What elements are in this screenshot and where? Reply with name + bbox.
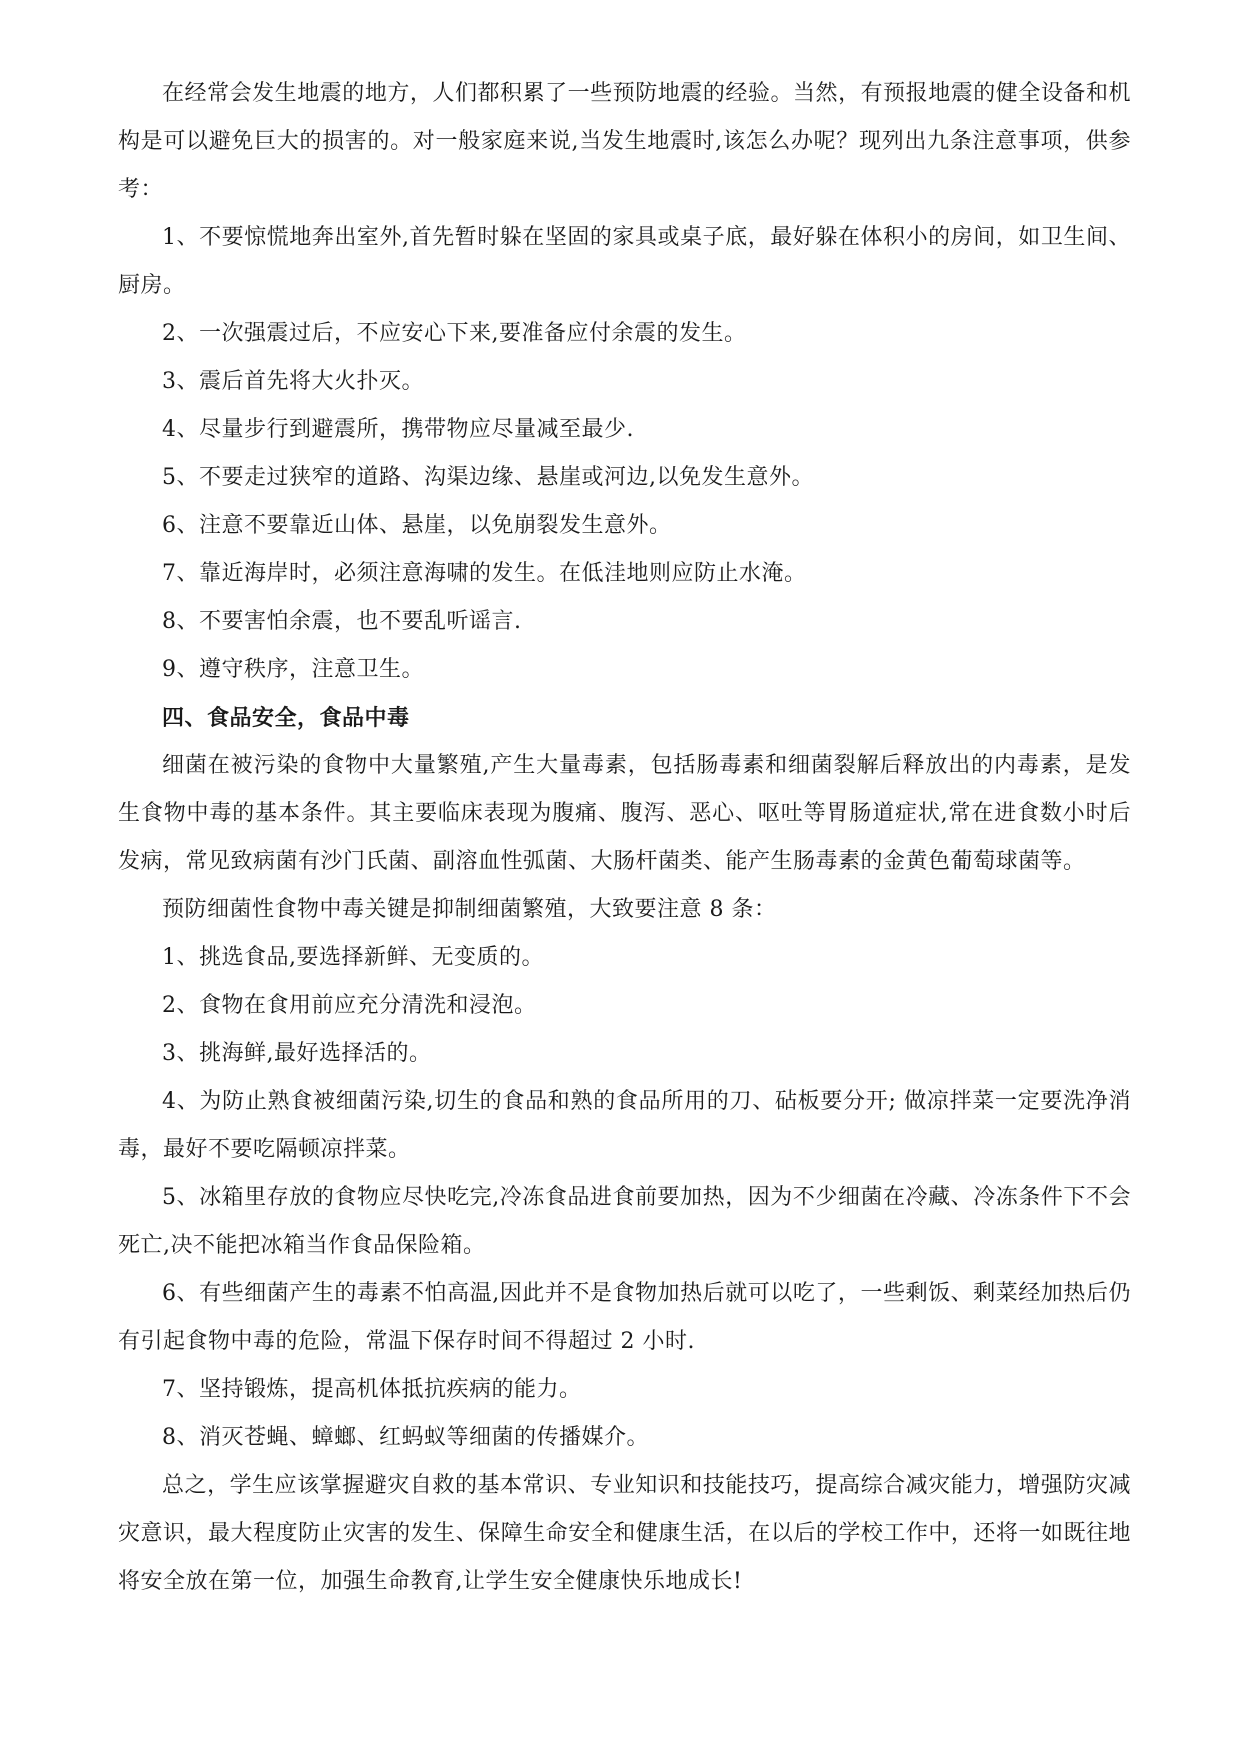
earthquake-item: 8、不要害怕余震，也不要乱听谣言. (162, 609, 522, 634)
conclusion-paragraph: 总之，学生应该掌握避灾自救的基本常识、专业知识和技能技巧，提高综合减灾能力，增强防灾减灾意识，最大程度防止灾害的发生、保障生命安全和健康生活，在以后的学校工作中，还将一如既往地将安全放在第一位，加强生命教育,让学生安全健康快乐地成长! (118, 1473, 1131, 1594)
section-heading: 四、食品安全，食品中毒 (162, 705, 410, 731)
food-item: 6、有些细菌产生的毒素不怕高温,因此并不是食物加热后就可以吃了，一些剩饭、剩菜经加热后仍有引起食物中毒的危险，常温下保存时间不得超过 2 小时. (118, 1281, 1131, 1354)
food-item: 1、挑选食品,要选择新鲜、无变质的。 (162, 945, 544, 970)
earthquake-item: 4、尽量步行到避震所，携带物应尽量减至最少. (162, 417, 634, 442)
food-item: 5、冰箱里存放的食物应尽快吃完,冷冻食品进食前要加热，因为不少细菌在冷藏、冷冻条件下不会死亡,决不能把冰箱当作食品保险箱。 (118, 1185, 1131, 1258)
earthquake-item: 7、靠近海岸时，必须注意海啸的发生。在低洼地则应防止水淹。 (162, 561, 807, 586)
earthquake-item: 3、震后首先将大火扑灭。 (162, 369, 424, 394)
earthquake-item: 6、注意不要靠近山体、悬崖，以免崩裂发生意外。 (162, 513, 672, 538)
earthquake-item: 5、不要走过狭窄的道路、沟渠边缘、悬崖或河边,以免发生意外。 (162, 465, 814, 490)
intro-paragraph: 在经常会发生地震的地方，人们都积累了一些预防地震的经验。当然，有预报地震的健全设备和机构是可以避免巨大的损害的。对一般家庭来说,当发生地震时,该怎么办呢？现列出九条注意事项，供参考： (118, 81, 1131, 202)
earthquake-item: 1、不要惊慌地奔出室外,首先暂时躲在坚固的家具或桌子底，最好躲在体积小的房间，如卫生间、厨房。 (118, 225, 1131, 298)
food-item: 7、坚持锻炼，提高机体抵抗疾病的能力。 (162, 1377, 582, 1402)
earthquake-item: 9、遵守秩序，注意卫生。 (162, 657, 424, 682)
food-intro-paragraph: 细菌在被污染的食物中大量繁殖,产生大量毒素，包括肠毒素和细菌裂解后释放出的内毒素，是发生食物中毒的基本条件。其主要临床表现为腹痛、腹泻、恶心、呕吐等胃肠道症状,常在进食数小时后发病，常见致病菌有沙门氏菌、副溶血性弧菌、大肠杆菌类、能产生肠毒素的金黄色葡萄球菌等。 (118, 753, 1131, 874)
food-item: 3、挑海鲜,最好选择活的。 (162, 1041, 432, 1066)
earthquake-item: 2、一次强震过后，不应安心下来,要准备应付余震的发生。 (162, 321, 747, 346)
food-item: 2、食物在食用前应充分清洗和浸泡。 (162, 993, 537, 1018)
food-item: 8、消灭苍蝇、蟑螂、红蚂蚁等细菌的传播媒介。 (162, 1425, 649, 1450)
food-prevention-intro: 预防细菌性食物中毒关键是抑制细菌繁殖，大致要注意 8 条： (162, 897, 777, 922)
food-item: 4、为防止熟食被细菌污染,切生的食品和熟的食品所用的刀、砧板要分开; 做凉拌菜一定要洗净消毒，最好不要吃隔顿凉拌菜。 (118, 1089, 1131, 1162)
